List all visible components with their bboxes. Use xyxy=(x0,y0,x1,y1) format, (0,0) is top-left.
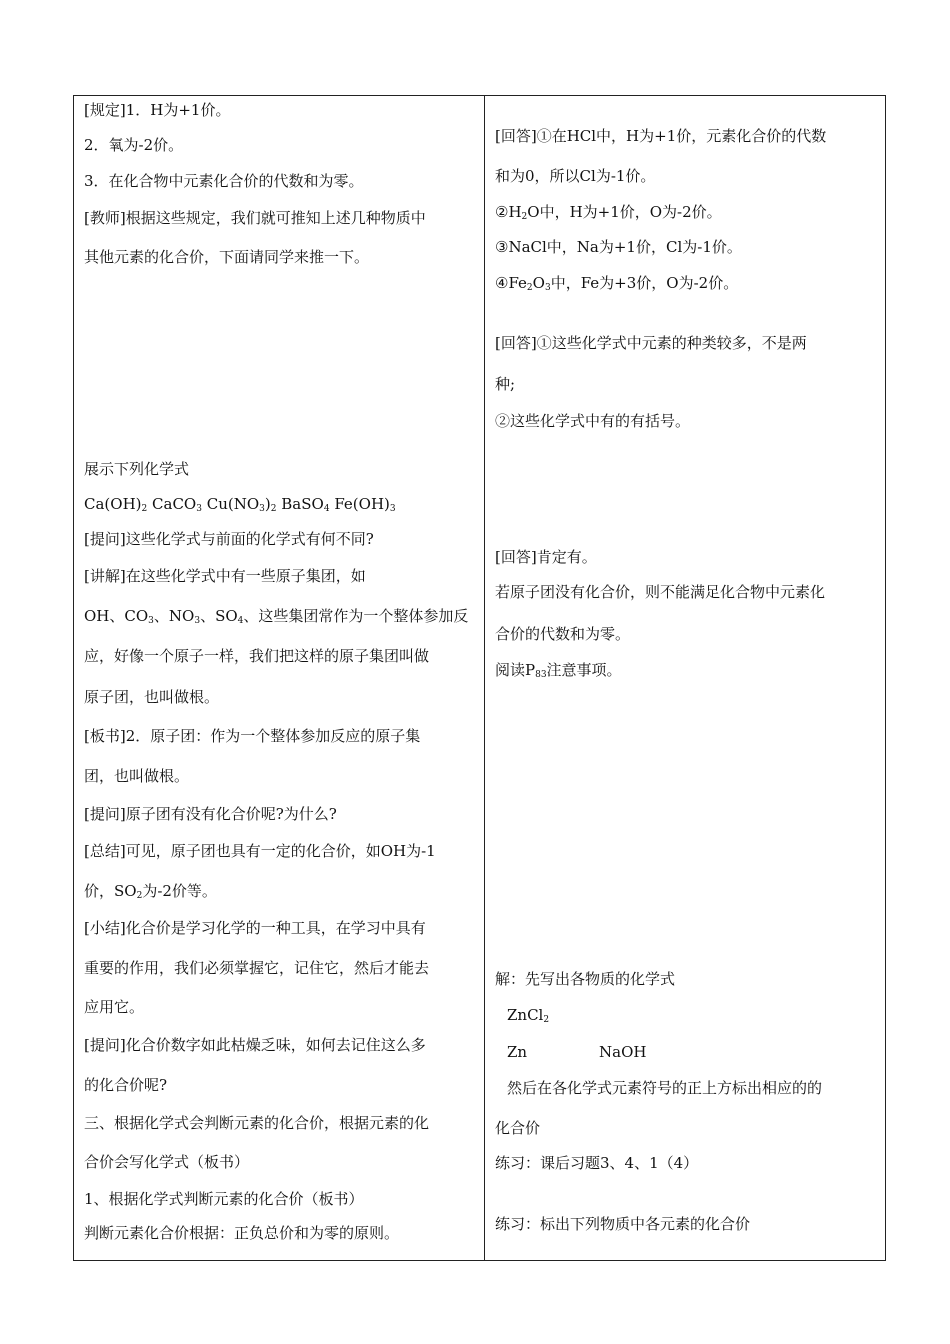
text-line: 原子团，也叫做根。 xyxy=(84,688,220,706)
text-line: 应，好像一个原子一样，我们把这样的原子集团叫做 xyxy=(84,647,430,665)
text-line: [板书]2．原子团：作为一个整体参加反应的原子集 xyxy=(84,727,421,745)
formula-line: ZnCl$_2$ xyxy=(507,1006,550,1025)
text-line: 三、根据化学式会判断元素的化合价，根据元素的化 xyxy=(84,1114,430,1132)
text-line: 种; xyxy=(495,375,516,393)
text-line: 和为0，所以Cl为-1价。 xyxy=(495,167,656,185)
text-line: 的化合价呢? xyxy=(84,1076,168,1094)
text-line: [规定]1．H为+1价。 xyxy=(84,101,231,119)
formula-line: Zn xyxy=(507,1043,528,1061)
text-line: $②H_2O$中，H为+1价，O为-2价。 xyxy=(495,203,722,222)
text-line: 化合价 xyxy=(495,1119,541,1137)
text-line: [提问]这些化学式与前面的化学式有何不同? xyxy=(84,530,374,548)
text-line: [提问]原子团有没有化合价呢?为什么? xyxy=(84,805,337,823)
text-line: 2．氧为-2价。 xyxy=(84,136,184,154)
text-line: 然后在各化学式元素符号的正上方标出相应的的 xyxy=(507,1079,823,1097)
text-line: 其他元素的化合价，下面请同学来推一下。 xyxy=(84,248,370,266)
text-line: [总结]可见，原子团也具有一定的化合价，如OH为-1 xyxy=(84,842,436,860)
text-line: 3．在化合物中元素化合价的代数和为零。 xyxy=(84,172,364,190)
text-line: 合价会写化学式（板书） xyxy=(84,1153,250,1171)
text-line: ③NaCl中，Na为+1价，Cl为-1价。 xyxy=(495,238,742,256)
text-line: OH、$CO_3$、$NO_3$、$SO_4$、这些集团常作为一个整体参加反 xyxy=(84,607,469,626)
text-line: [回答]肯定有。 xyxy=(495,548,597,566)
text-line: [讲解]在这些化学式中有一些原子集团，如 xyxy=(84,567,366,585)
text-line: 解：先写出各物质的化学式 xyxy=(495,970,676,988)
text-line: 1、根据化学式判断元素的化合价（板书） xyxy=(84,1190,364,1208)
text-line: 重要的作用，我们必须掌握它，记住它，然后才能去 xyxy=(84,959,430,977)
text-line: 练习：标出下列物质中各元素的化合价 xyxy=(495,1215,751,1233)
text-line: $④Fe_2O_3$中，Fe为+3价，O为-2价。 xyxy=(495,274,739,293)
text-line: 价，$SO_2$为-2价等。 xyxy=(84,882,217,901)
text-line: 应用它。 xyxy=(84,998,145,1016)
text-line: [教师]根据这些规定，我们就可推知上述几种物质中 xyxy=(84,209,426,227)
text-line: 练习：课后习题3、4、1（4） xyxy=(495,1154,699,1172)
text-line: 团，也叫做根。 xyxy=(84,767,190,785)
text-line: [回答]①这些化学式中元素的种类较多，不是两 xyxy=(495,334,807,352)
text-line: [提问]化合价数字如此枯燥乏味，如何去记住这么多 xyxy=(84,1036,426,1054)
text-line: 展示下列化学式 xyxy=(84,460,190,478)
formula-line: NaOH xyxy=(599,1043,647,1061)
text-line: [回答]①在HCl中，H为+1价，元素化合价的代数 xyxy=(495,127,827,145)
text-line: 判断元素化合价根据：正负总价和为零的原则。 xyxy=(84,1224,400,1242)
student-column xyxy=(485,96,885,1260)
text-line: 若原子团没有化合价，则不能满足化合物中元素化 xyxy=(495,583,826,601)
text-line: 阅读$P_{83}$注意事项。 xyxy=(495,661,622,680)
teacher-column xyxy=(74,96,484,1260)
text-line: 合价的代数和为零。 xyxy=(495,625,631,643)
text-line: [小结]化合价是学习化学的一种工具，在学习中具有 xyxy=(84,919,426,937)
text-line: ②这些化学式中有的有括号。 xyxy=(495,412,691,430)
formula-line: $Ca(OH)_2$ CaCO$_3$ $Cu(NO_3)_2$ BaSO$_4$ $Fe(OH)_3$ xyxy=(84,495,396,514)
lesson-table xyxy=(73,95,886,1261)
